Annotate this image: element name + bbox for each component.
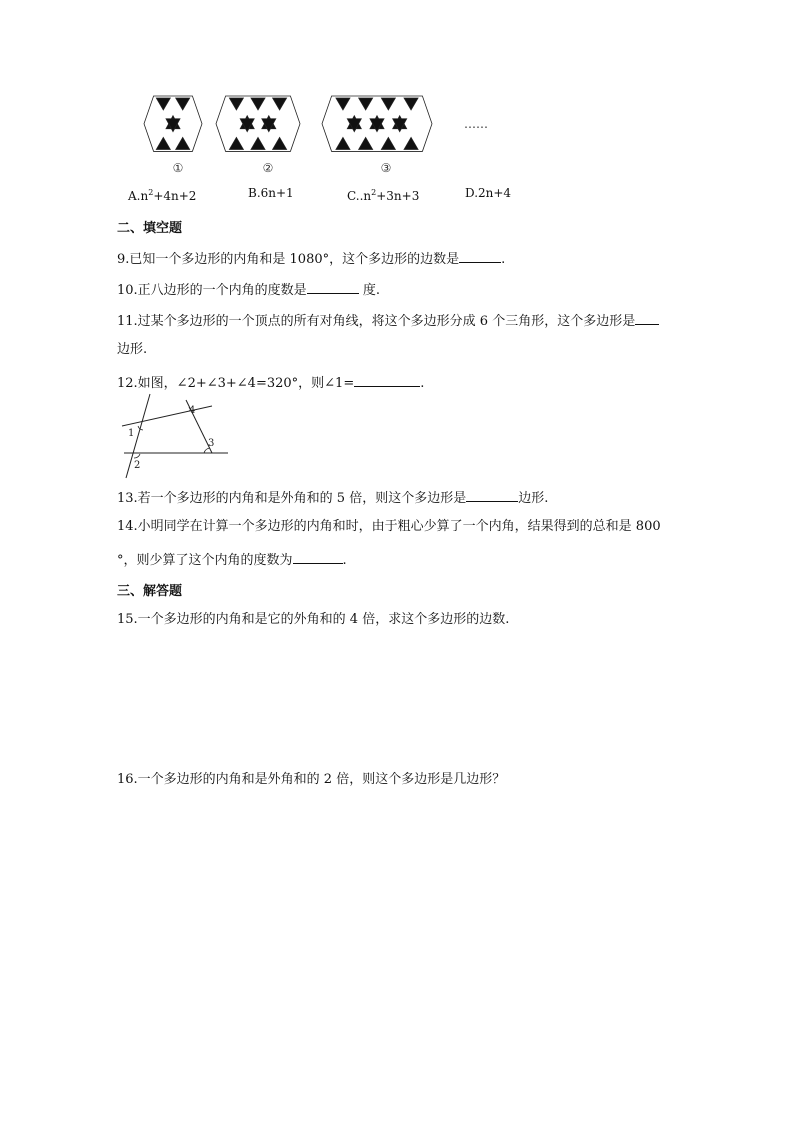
section-title-fill-blank: 二、填空题 (117, 221, 183, 236)
q11-line2: 边形. (117, 342, 148, 357)
question-16: 16.一个多边形的内角和是外角和的 2 倍，则这个多边形是几边形？ (117, 772, 506, 787)
choice-d[interactable]: D.2n+4 (465, 186, 512, 200)
q14-line2 (117, 549, 347, 570)
angle-arc-2 (134, 454, 140, 458)
q9-answer-blank[interactable] (459, 248, 501, 263)
question-9 (117, 248, 505, 269)
q13-text: 13.若一个多边形的内角和是外角和的 5 倍，则这个多边形是 (117, 491, 467, 506)
choice-c-base: C..n (347, 189, 372, 203)
q10-answer-blank[interactable] (307, 279, 359, 294)
choice-c[interactable] (347, 184, 419, 205)
question-11 (117, 310, 659, 331)
question-14: 14.小明同学在计算一个多边形的内角和时，由于粗心少算了一个内角，结果得到的总和是 800 (117, 519, 661, 534)
question-10 (117, 279, 380, 300)
q9-text: 9.已知一个多边形的内角和是 1080°，这个多边形的边数是 (117, 252, 460, 267)
q14-end: . (342, 553, 347, 568)
q12-end: . (420, 376, 425, 391)
question-15: 15.一个多边形的内角和是它的外角和的 4 倍，求这个多边形的边数. (117, 612, 510, 627)
pattern-ellipsis: …… (464, 117, 488, 131)
choice-b[interactable]: B.6n+1 (248, 186, 294, 200)
q11-text: 11.过某个多边形的一个顶点的所有对角线，将这个多边形分成 6 个三角形，这个多边形是 (117, 314, 636, 329)
angle-figure (116, 392, 240, 482)
pattern-label-1: ① (172, 161, 184, 175)
angle-label-1: 1 (128, 428, 135, 439)
q12-answer-blank[interactable] (354, 372, 420, 387)
top-line (122, 406, 212, 426)
choice-c-sup: 2 (371, 188, 377, 197)
q10-end: 度. (358, 283, 380, 298)
q14-answer-blank[interactable] (293, 549, 343, 564)
section-title-solve: 三、解答题 (117, 584, 183, 599)
choice-c-rest: +3n+3 (376, 189, 420, 203)
choice-a[interactable] (128, 184, 196, 205)
question-12 (117, 372, 424, 393)
q14-text: °，则少算了这个内角的度数为 (117, 553, 293, 568)
angle-label-2: 2 (134, 460, 141, 471)
q13-end: 边形. (518, 491, 549, 506)
q12-text: 12.如图，∠2+∠3+∠4=320°，则∠1= (117, 376, 355, 391)
pattern-label-3: ③ (380, 161, 392, 175)
choice-a-sup: 2 (148, 188, 154, 197)
choice-a-rest: +4n+2 (153, 189, 197, 203)
pattern-label-2: ② (262, 161, 274, 175)
q9-end: . (501, 252, 506, 267)
angle-label-3: 3 (208, 438, 215, 449)
q10-text: 10.正八边形的一个内角的度数是 (117, 283, 307, 298)
q11-answer-blank[interactable] (635, 310, 659, 325)
q13-answer-blank[interactable] (466, 487, 518, 502)
question-13 (117, 487, 548, 508)
choice-a-base: A.n (128, 189, 149, 203)
pattern-shapes (144, 96, 432, 151)
angle-label-4: 4 (189, 405, 196, 416)
pattern-figure (130, 88, 510, 188)
